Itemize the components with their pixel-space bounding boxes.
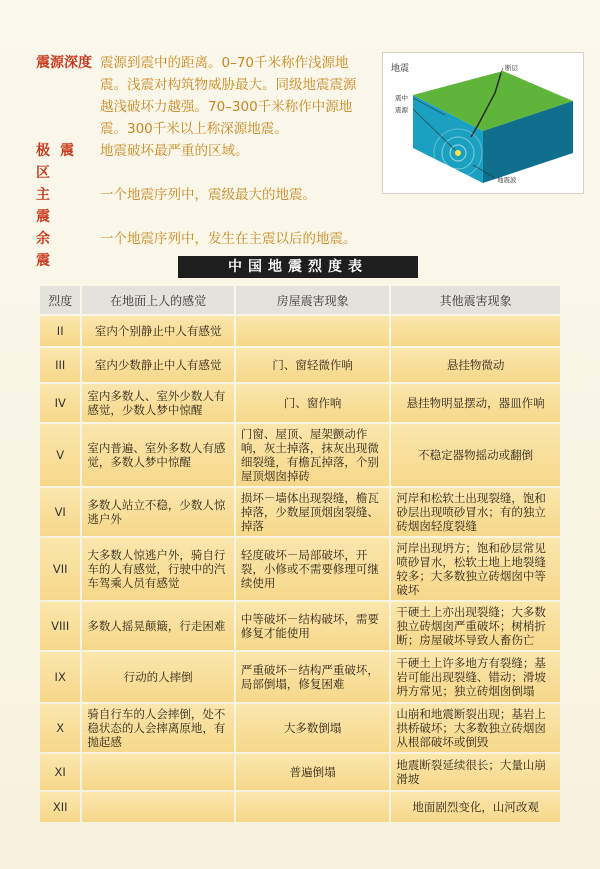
cell-degree: II (40, 316, 80, 346)
header-house: 房屋震害现象 (236, 286, 389, 314)
cell-house: 门、窗轻微作响 (236, 348, 389, 382)
definition-term: 余震 (36, 231, 80, 269)
definition-term: 主震 (36, 187, 80, 225)
cell-other: 悬挂物微动 (391, 348, 560, 382)
cell-other: 河岸和松软土出现裂缝，饱和砂层出现喷砂冒水；有的独立砖烟囱轻度裂缝 (391, 488, 560, 536)
cell-other: 地震断裂延续很长；大量山崩滑坡 (391, 754, 560, 790)
cell-house: 门、窗作响 (236, 384, 389, 422)
table-header-row (40, 286, 560, 314)
cell-house: 门窗、屋顶、屋架颤动作响，灰土掉落，抹灰出现微细裂缝，有檐瓦掉落，个别屋顶烟囱掉砖 (236, 424, 389, 486)
cell-people: 室内少数静止中人有感觉 (82, 348, 233, 382)
table-row (40, 316, 560, 346)
table-row (40, 754, 560, 790)
cell-degree: VII (40, 538, 80, 600)
cell-other: 悬挂物明显摆动，器皿作响 (391, 384, 560, 422)
cell-people: 多数人站立不稳，少数人惊逃户外 (82, 488, 233, 536)
definition-text: 一个地震序列中，震级最大的地震。 (100, 187, 316, 203)
table-title: 中国地震烈度表 (178, 256, 418, 278)
focus-point (455, 150, 461, 156)
block-diagram (383, 53, 583, 193)
cell-degree: XII (40, 792, 80, 822)
cell-degree: III (40, 348, 80, 382)
definition-mainshock (36, 184, 366, 228)
cell-degree: V (40, 424, 80, 486)
cell-house (236, 316, 389, 346)
cell-other: 干硬土上许多地方有裂缝；基岩可能出现裂缝、错动；滑坡坍方常见；独立砖烟囱倒塌 (391, 652, 560, 702)
table-row (40, 424, 560, 486)
cell-degree: VIII (40, 602, 80, 650)
wave-label: 地震波 (497, 176, 517, 184)
focus-label: 震源 (395, 106, 408, 114)
table-row (40, 348, 560, 382)
cell-house: 大多数倒塌 (236, 704, 389, 752)
cell-other (391, 316, 560, 346)
cell-people (82, 754, 233, 790)
definition-focal-depth (36, 52, 366, 140)
cell-house (236, 792, 389, 822)
cell-people: 室内普遍、室外多数人有感觉，多数人梦中惊醒 (82, 424, 233, 486)
cell-people: 行动的人摔倒 (82, 652, 233, 702)
table-row (40, 704, 560, 752)
cell-house: 严重破坏－结构严重破坏，局部倒塌，修复困难 (236, 652, 389, 702)
cell-people: 骑自行车的人会摔倒，处不稳状态的人会摔离原地，有抛起感 (82, 704, 233, 752)
definition-term: 极震区 (36, 143, 84, 181)
intensity-table (38, 284, 562, 824)
cell-degree: IX (40, 652, 80, 702)
cell-other: 地面剧烈变化，山河改观 (391, 792, 560, 822)
cell-other: 不稳定器物摇动或翻倒 (391, 424, 560, 486)
table-row (40, 538, 560, 600)
definition-text: 一个地震序列中，发生在主震以后的地震。 (100, 231, 357, 247)
cell-degree: X (40, 704, 80, 752)
cell-house: 轻度破坏－局部破坏，开裂，小修或不需要修理可继续使用 (236, 538, 389, 600)
cell-degree: XI (40, 754, 80, 790)
table-row (40, 792, 560, 822)
cell-people (82, 792, 233, 822)
diagram-title: 地震 (391, 64, 410, 74)
definitions (36, 52, 366, 272)
table-row (40, 384, 560, 422)
cell-degree: IV (40, 384, 80, 422)
header-other: 其他震害现象 (391, 286, 560, 314)
earthquake-diagram (382, 52, 584, 194)
table-row (40, 652, 560, 702)
definition-meizoseismal-area (36, 140, 366, 184)
cell-other: 干硬土上亦出现裂缝；大多数独立砖烟囱严重破坏；树梢折断；房屋破坏导致人畜伤亡 (391, 602, 560, 650)
cell-people: 室内个别静止中人有感觉 (82, 316, 233, 346)
table-row (40, 602, 560, 650)
definition-text: 地震破坏最严重的区域。 (100, 143, 249, 159)
cell-other: 河岸出现坍方；饱和砂层常见喷砂冒水，松软土地上地裂缝较多；大多数独立砖烟囱中等破坏 (391, 538, 560, 600)
cell-degree: VI (40, 488, 80, 536)
header-people: 在地面上人的感觉 (82, 286, 233, 314)
cell-house: 损坏－墙体出现裂缝，檐瓦掉落，少数屋顶烟囱裂缝、掉落 (236, 488, 389, 536)
header-degree: 烈度 (40, 286, 80, 314)
definition-term: 震源深度 (36, 55, 92, 71)
table-row (40, 488, 560, 536)
cell-people: 多数人摇晃颠簸，行走困难 (82, 602, 233, 650)
cell-house: 中等破坏－结构破坏，需要修复才能使用 (236, 602, 389, 650)
cell-other: 山崩和地震断裂出现；基岩上拱桥破坏；大多数独立砖烟囱从根部破坏或倒毁 (391, 704, 560, 752)
fault-label: 断层 (505, 64, 518, 72)
cell-people: 大多数人惊逃户外，骑自行车的人有感觉，行驶中的汽车驾乘人员有感觉 (82, 538, 233, 600)
cell-people: 室内多数人、室外少数人有感觉，少数人梦中惊醒 (82, 384, 233, 422)
epicenter-label: 震中 (395, 94, 408, 102)
cell-house: 普遍倒塌 (236, 754, 389, 790)
definition-text: 震源到震中的距离。0–70千米称作浅源地震。浅震对构筑物威胁最大。同级地震震源越浅破坏力越强。70–300千米称作中源地震。300千米以上称深源地震。 (100, 55, 357, 137)
